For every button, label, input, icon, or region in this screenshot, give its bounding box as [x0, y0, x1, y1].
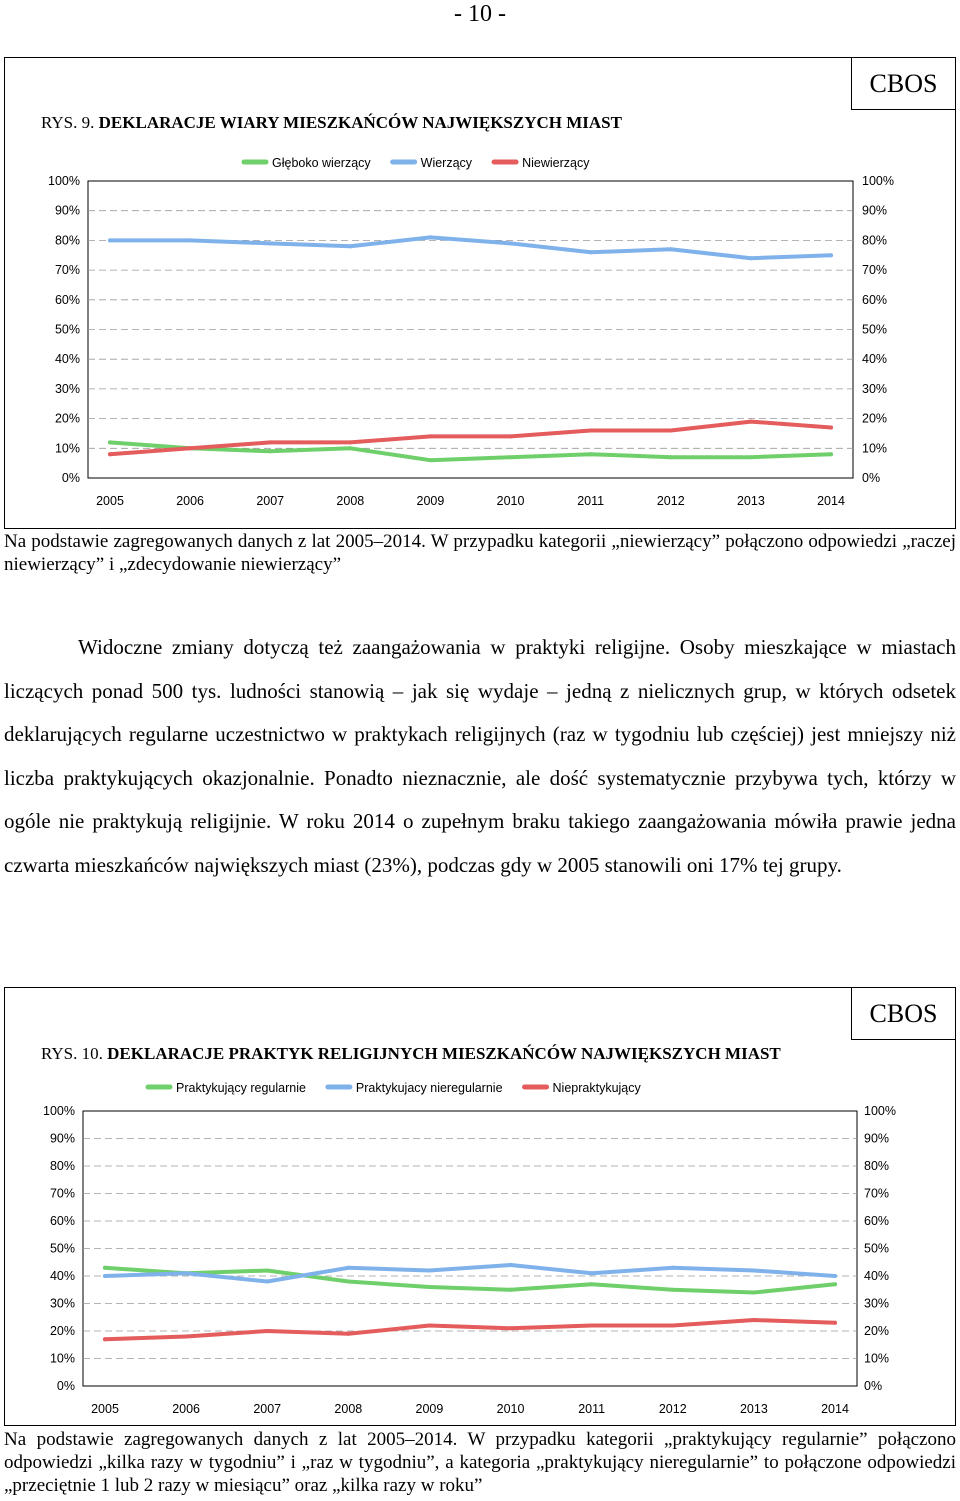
y-tick-label-left: 10% — [49, 1351, 75, 1366]
figure-title-main: DEKLARACJE PRAKTYK RELIGIJNYCH MIESZKAŃCÓW NAJWIĘKSZYCH MIAST — [107, 1044, 781, 1063]
x-tick-label: 2010 — [496, 1402, 525, 1416]
y-tick-label-left: 70% — [49, 1186, 75, 1201]
x-tick-label: 2008 — [336, 494, 365, 508]
y-tick-label-right: 100% — [864, 1104, 896, 1118]
y-tick-label-left: 20% — [49, 1324, 75, 1338]
y-tick-label-right: 10% — [864, 1351, 890, 1366]
legend-label: Praktykujący regularnie — [176, 1081, 306, 1095]
figure-caption-2: Na podstawie zagregowanych danych z lat 2005–2014. W przypadku kategorii „praktykujący regularnie” połączono odpowiedzi „kilka razy w tygodniu” i „raz w tygodniu”, a kategoria „praktykujący nieregularnie” to połączone odpowiedzi „przeciętnie 1 lub 2 razy w miesiącu” oraz „kilka razy w roku” — [4, 1429, 956, 1496]
data-point — [103, 1266, 107, 1270]
x-tick-label: 2014 — [821, 1402, 849, 1416]
data-point — [103, 1337, 107, 1341]
data-point — [509, 1326, 513, 1330]
x-tick-label: 2014 — [817, 494, 845, 508]
x-tick-label: 2011 — [578, 1402, 606, 1416]
x-tick-label: 2011 — [577, 494, 605, 508]
data-point — [103, 1274, 107, 1278]
x-tick-label: 2005 — [96, 494, 124, 508]
data-point — [427, 1269, 431, 1273]
figure-title-main: DEKLARACJE WIARY MIESZKAŃCÓW NAJWIĘKSZYCH MIAST — [98, 113, 622, 132]
x-tick-label: 2013 — [739, 1402, 768, 1416]
y-tick-label-right: 30% — [862, 381, 888, 396]
y-tick-label-left: 50% — [54, 322, 80, 337]
x-tick-label: 2012 — [658, 1402, 687, 1416]
y-tick-label-left: 100% — [48, 174, 80, 188]
y-tick-label-right: 50% — [862, 322, 888, 337]
body-paragraph-text: Widoczne zmiany dotyczą też zaangażowania w praktyki religijne. Osoby mieszkające w miastach liczących ponad 500 tys. ludności stanowią – jak się wydaje – jedną z nielicznych grup, w których odsetek deklarujących regularne uczestnictwo w praktykach religijnych (raz w tygodniu lub częściej) jest mniejszy niż liczba praktykujących okazjonalnie. Ponadto nieznacznie, ale dość systematycznie przybywa tych, którzy w ogóle nie praktykują religijnie. W roku 2014 o zupełnym braku takiego zaangażowania mówiła prawie jedna czwarta mieszkańców największych miast (23%), podczas gdy w 2005 stanowili oni 17% tej grupy. — [4, 635, 956, 877]
x-tick-label: 2010 — [496, 494, 525, 508]
y-tick-label-left: 30% — [54, 381, 80, 396]
data-point — [752, 1291, 756, 1295]
y-tick-label-right: 40% — [862, 352, 888, 367]
y-tick-label-right: 10% — [862, 441, 888, 456]
y-tick-label-right: 30% — [864, 1296, 890, 1311]
data-point — [590, 1271, 594, 1275]
y-tick-label-right: 70% — [862, 263, 888, 278]
data-point — [671, 1266, 675, 1270]
y-tick-label-left: 0% — [56, 1379, 75, 1393]
data-point — [590, 1324, 594, 1328]
x-tick-label: 2006 — [176, 494, 205, 508]
y-tick-label-right: 20% — [862, 411, 888, 426]
data-point — [427, 1285, 431, 1289]
y-tick-label-left: 40% — [49, 1269, 75, 1283]
cbos-logo-box: CBOS — [851, 987, 956, 1040]
data-point — [265, 1269, 269, 1273]
legend-label: Wierzący — [420, 156, 473, 170]
data-point — [346, 1332, 350, 1336]
data-point — [833, 1321, 837, 1325]
y-tick-label-right: 0% — [864, 1379, 883, 1393]
y-tick-label-right: 80% — [864, 1159, 890, 1173]
cbos-logo-box: CBOS — [851, 57, 956, 110]
data-point — [184, 1335, 188, 1339]
x-tick-label: 2009 — [415, 1402, 444, 1416]
figure-number: RYS. 10. — [41, 1044, 103, 1063]
y-tick-label-right: 70% — [864, 1186, 890, 1201]
data-point — [671, 1288, 675, 1292]
data-point — [265, 1329, 269, 1333]
y-tick-label-right: 80% — [862, 233, 888, 248]
y-tick-label-left: 90% — [49, 1131, 75, 1146]
figure-number: RYS. 9. — [41, 113, 95, 132]
data-point — [752, 1269, 756, 1273]
y-tick-label-right: 90% — [862, 203, 888, 218]
data-point — [752, 1318, 756, 1322]
y-tick-label-left: 80% — [54, 233, 80, 248]
y-tick-label-left: 10% — [54, 441, 80, 456]
y-tick-label-right: 100% — [862, 174, 894, 188]
y-tick-label-left: 100% — [43, 1104, 75, 1118]
y-tick-label-right: 0% — [862, 471, 881, 485]
y-tick-label-left: 30% — [49, 1296, 75, 1311]
y-tick-label-right: 60% — [864, 1214, 890, 1228]
data-point — [346, 1280, 350, 1284]
data-point — [671, 1324, 675, 1328]
x-tick-label: 2006 — [172, 1402, 201, 1416]
x-tick-label: 2008 — [334, 1402, 363, 1416]
y-tick-label-right: 50% — [864, 1241, 890, 1256]
y-tick-label-left: 0% — [61, 471, 80, 485]
y-tick-label-right: 90% — [864, 1131, 890, 1146]
x-tick-label: 2007 — [256, 494, 285, 508]
x-tick-label: 2012 — [656, 494, 685, 508]
x-tick-label: 2007 — [253, 1402, 282, 1416]
legend-label: Praktykujacy nieregularnie — [355, 1081, 503, 1095]
data-point — [509, 1288, 513, 1292]
y-tick-label-left: 70% — [54, 263, 80, 278]
data-point — [427, 1324, 431, 1328]
data-point — [346, 1266, 350, 1270]
data-point — [509, 1263, 513, 1267]
y-tick-label-left: 50% — [49, 1241, 75, 1256]
page-number: - 10 - — [454, 1, 506, 27]
x-tick-label: 2005 — [91, 1402, 119, 1416]
figure-caption-1: Na podstawie zagregowanych danych z lat 2005–2014. W przypadku kategorii „niewierzący” połączono odpowiedzi „raczej niewierzący” i „zdecydowanie niewierzący” — [4, 531, 956, 575]
y-tick-label-right: 40% — [864, 1269, 890, 1283]
data-point — [590, 1282, 594, 1286]
y-tick-label-left: 60% — [49, 1214, 75, 1228]
y-tick-label-left: 90% — [54, 203, 80, 218]
legend-label: Głęboko wierzący — [272, 156, 371, 170]
data-point — [833, 1274, 837, 1278]
legend-label: Niewierzący — [522, 156, 590, 170]
y-tick-label-left: 80% — [49, 1159, 75, 1173]
y-tick-label-right: 60% — [862, 292, 888, 307]
x-tick-label: 2009 — [416, 494, 445, 508]
y-tick-label-left: 20% — [54, 411, 80, 426]
y-tick-label-left: 60% — [54, 292, 80, 307]
y-tick-label-left: 40% — [54, 352, 80, 367]
data-point — [833, 1282, 837, 1286]
data-point — [184, 1271, 188, 1275]
data-point — [265, 1280, 269, 1284]
x-tick-label: 2013 — [736, 494, 765, 508]
legend-label: Niepraktykujący — [552, 1081, 641, 1095]
series-line-3 — [105, 1320, 835, 1339]
y-tick-label-right: 20% — [864, 1324, 890, 1338]
